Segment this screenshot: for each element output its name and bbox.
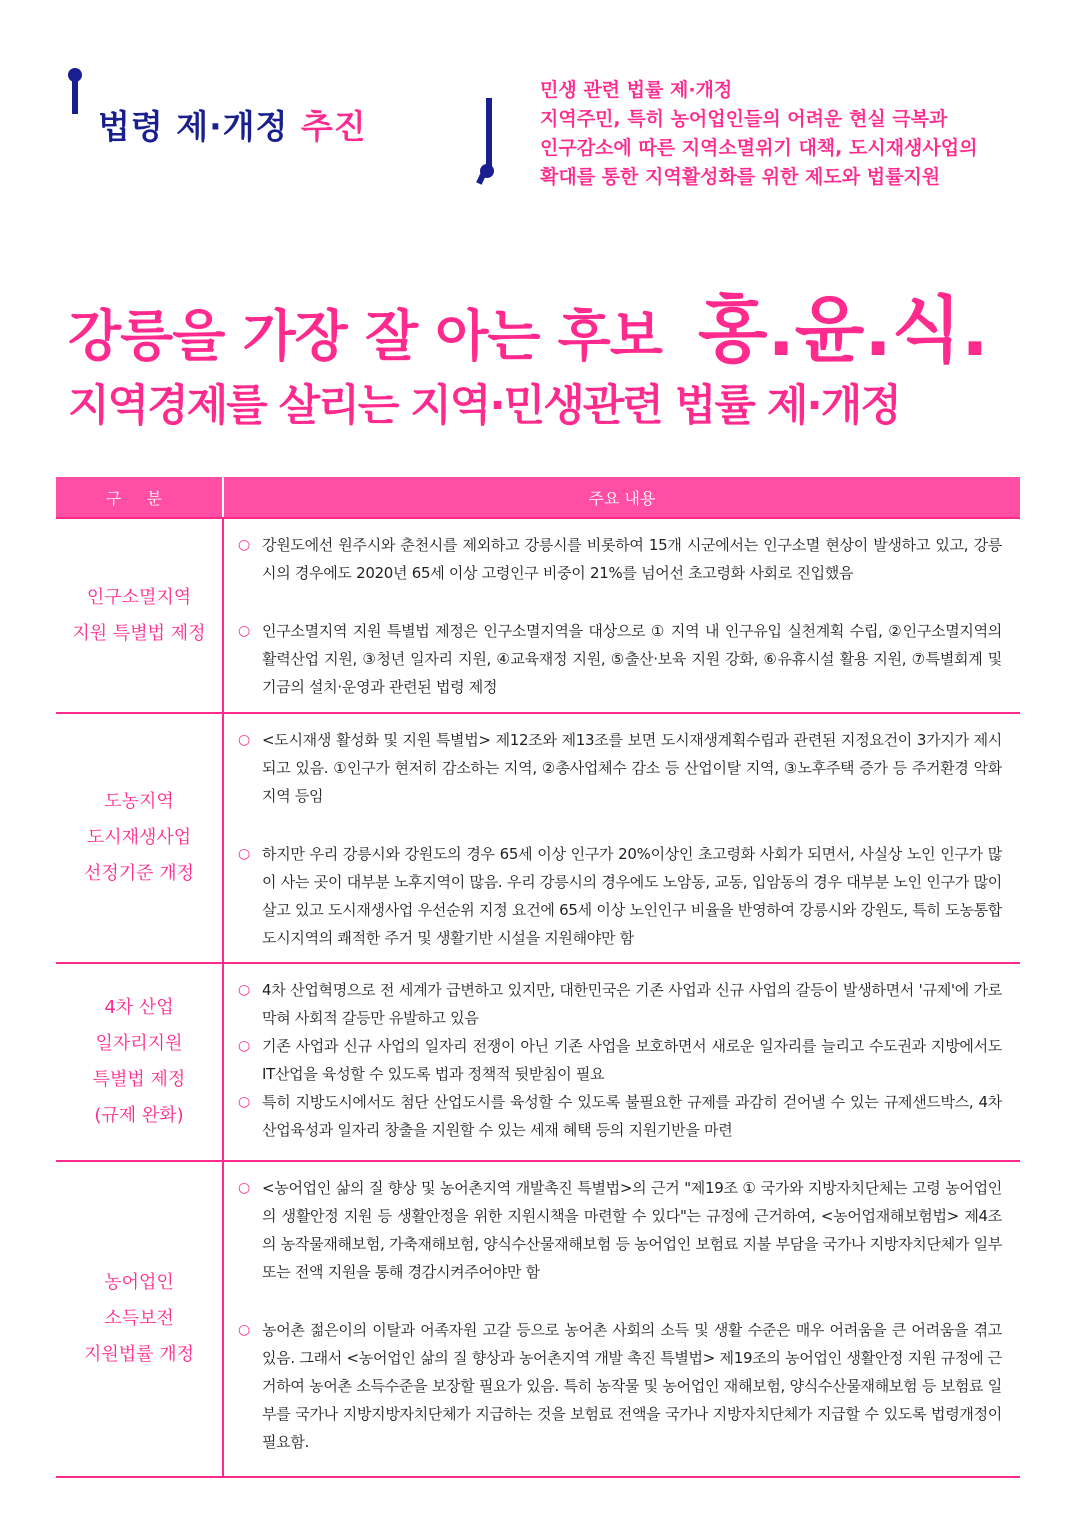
row-category [56, 1162, 224, 1476]
bullet-text: 강원도에선 원주시와 춘천시를 제외하고 강릉시를 비롯하여 15개 시군에서는 인구소멸 현상이 발생하고 있고, 강릉시의 경우에도 2020년 65세 이상 고령인구 비중이 21%를 넘어선 초고령화 사회로 진입했음 [262, 536, 1002, 582]
header-title-main: 법령 제·개정 [98, 107, 289, 146]
header-title-accent: 추진 [300, 107, 367, 146]
circle-bullet-icon: ○ [238, 732, 250, 748]
bullet-text: <도시재생 활성화 및 지원 특별법> 제12조와 제13조를 보면 도시재생계획수립과 관련된 지정요건이 3가지가 제시되고 있음. ①인구가 현저히 감소하는 지역, ②총사업체수 감소 등 산업이탈 지역, ③노후주택 증가 등 주거환경 악화 지역 등임 [262, 731, 1002, 805]
row-content [224, 964, 1020, 1160]
headline-line-2: 지역경제를 살리는 지역·민생관련 법률 제·개정 [68, 381, 900, 431]
category-line: 특별법 제정 [92, 1069, 186, 1090]
circle-bullet-icon: ○ [238, 1038, 250, 1054]
header-category: 구 분 [56, 477, 224, 517]
row-content [224, 1162, 1020, 1476]
category-line: 농어업인 [104, 1272, 174, 1293]
table-row [56, 1162, 1020, 1478]
headline-line-1 [68, 272, 989, 376]
table-header [56, 477, 1020, 519]
bullet-text: 기존 사업과 신규 사업의 일자리 전쟁이 아닌 기존 사업을 보호하면서 새로운 일자리를 늘리고 수도권과 지방에서도 IT산업을 육성할 수 있도록 법과 정책적 뒷받침이 필요 [262, 1037, 1002, 1083]
row-content [224, 519, 1020, 712]
header-description [540, 76, 1070, 192]
category-line: 소득보전 [104, 1308, 174, 1329]
bullet-item [232, 1088, 1002, 1144]
desc-line: 지역주민, 특히 농어업인들의 어려운 현실 극복과 [540, 108, 948, 130]
bullet-text: 인구소멸지역 지원 특별법 제정은 인구소멸지역을 대상으로 ① 지역 내 인구유입 실천계획 수립, ②인구소멸지역의 활력산업 지원, ③청년 일자리 지원, ④교육재정 지원, ⑤출산·보육 지원 강화, ⑥유휴시설 활용 지원, ⑦특별회계 및 기금의 설치·운영과 관련된 법령 제정 [262, 622, 1002, 696]
policy-table [56, 477, 1020, 1478]
bullet-text: <농어업인 삶의 질 향상 및 농어촌지역 개발촉진 특별법>의 근거 "제19조 ① 국가와 지방자치단체는 고령 농어업인의 생활안정 지원 등 생활안정을 위한 지원시책을 마련할 수 있다"는 규정에 근거하여, <농어업재해보험법> 제4조의 농작물재해보험, 가축재해보험, 양식수산물재해보험 등 농어업인 보험료 지불 부담을 국가나 지방자치단체가 일부 또는 전액 지원을 통해 경감시켜주어야만 함 [262, 1179, 1002, 1281]
circle-bullet-icon: ○ [238, 623, 250, 639]
bullet-text: 농어촌 젊은이의 이탈과 어족자원 고갈 등으로 농어촌 사회의 소득 및 생활 수준은 매우 어려움을 큰 어려움을 겪고 있음. 그래서 <농어업인 삶의 질 향상과 농어촌지역 개발 촉진 특별법> 제19조의 농어업인 생활안정 지원 규정에 근거하여 농어촌 소득수준을 보장할 필요가 있음. 특히 농작물 및 농어업인 재해보험, 양식수산물재해보험 등 보험료 일부를 국가나 지방지방자치단체가 지급하는 것을 보험료 전액을 국가나 지방자치단체가 지급할 수 있도록 법령개정이 필요함. [262, 1321, 1002, 1451]
headline-text: 강릉을 가장 잘 아는 후보 [68, 304, 662, 368]
category-line: 일자리지원 [95, 1033, 183, 1054]
bullet-item [232, 840, 1002, 952]
category-line: 도농지역 [104, 791, 174, 812]
category-line: (규제 완화) [94, 1105, 184, 1126]
header-content: 주요 내용 [588, 488, 656, 508]
desc-line: 민생 관련 법률 제·개정 [540, 79, 733, 101]
bullet-item [232, 531, 1002, 587]
category-line: 4차 산업 [104, 997, 174, 1018]
bullet-text: 4차 산업혁명으로 전 세계가 급변하고 있지만, 대한민국은 기존 사업과 신규 사업의 갈등이 발생하면서 '규제'에 가로 막혀 사회적 갈등만 유발하고 있음 [262, 981, 1002, 1027]
bullet-item [232, 1316, 1002, 1456]
category-line: 지원 특별법 제정 [72, 622, 206, 644]
circle-bullet-icon: ○ [238, 537, 250, 553]
row-content [224, 714, 1020, 962]
desc-line: 인구감소에 따른 지역소멸위기 대책, 도시재생사업의 [540, 137, 978, 159]
circle-bullet-icon: ○ [238, 1094, 250, 1110]
row-category [56, 964, 224, 1160]
circle-bullet-icon: ○ [238, 982, 250, 998]
table-row [56, 714, 1020, 964]
row-category [56, 714, 224, 962]
circle-bullet-icon: ○ [238, 846, 250, 862]
bullet-item [232, 617, 1002, 701]
table-row [56, 519, 1020, 714]
category-line: 지원법률 개정 [83, 1344, 195, 1365]
category-line: 인구소멸지역 [86, 586, 192, 608]
bullet-item [232, 1174, 1002, 1286]
header-title [98, 101, 367, 148]
bullet-item [232, 726, 1002, 810]
category-line: 선정기준 개정 [83, 863, 195, 884]
desc-line: 확대를 통한 지역활성화를 위한 제도와 법률지원 [540, 166, 941, 188]
bullet-text: 특히 지방도시에서도 첨단 산업도시를 육성할 수 있도록 불필요한 규제를 과감히 걷어낼 수 있는 규제샌드박스, 4차 산업육성과 일자리 창출을 지원할 수 있는 세재 혜택 등의 지원기반을 마련 [262, 1093, 1002, 1139]
bullet-item [232, 1032, 1002, 1088]
circle-bullet-icon: ○ [238, 1180, 250, 1196]
circle-bullet-icon: ○ [238, 1322, 250, 1338]
candidate-name: 홍.윤.식. [697, 288, 989, 372]
table-row [56, 964, 1020, 1162]
category-line: 도시재생사업 [86, 827, 192, 848]
row-category [56, 519, 224, 712]
bullet-item [232, 976, 1002, 1032]
bullet-text: 하지만 우리 강릉시와 강원도의 경우 65세 이상 인구가 20%이상인 초고령화 사회가 되면서, 사실상 노인 인구가 많이 사는 곳이 대부분 노후지역이 많음. 우리 강릉시의 경우에도 노암동, 교동, 입암동의 경우 대부분 노인 인구가 많이 살고 있고 도시재생사업 우선순위 지정 요건에 65세 이상 노인인구 비율을 반영하여 강릉시와 강원도, 특히 도농통합 도시지역의 쾌적한 주거 및 생활기반 시설을 지원해야만 함 [262, 845, 1002, 947]
